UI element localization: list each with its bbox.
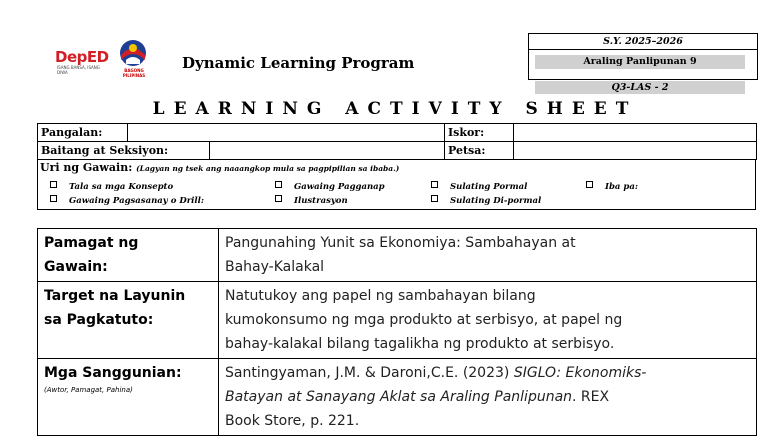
table-row: [38, 229, 757, 282]
pangalan-field[interactable]: [128, 124, 445, 142]
baitang-label: Baitang at Seksiyon:: [38, 142, 210, 160]
option-sulating-di-pormal[interactable]: Sulating Di-pormal: [431, 195, 541, 207]
petsa-label: Petsa:: [445, 142, 514, 160]
las-code: Q3-LAS - 2: [535, 81, 745, 94]
option-iba-pa[interactable]: Iba pa:: [586, 181, 638, 193]
sanggunian-value: Santingyaman, J.M. & Daroni,C.E. (2023) SIGLO: Ekonomiks- Batayan at Sanayang Aklat sa Araling Panlipunan. REX Book Store, p. 221.: [219, 359, 757, 436]
sanggunian-note: (Awtor, Pamagat, Pahina): [44, 386, 133, 394]
deped-tagline: ISANG BANSA, ISANG DIWA: [57, 65, 100, 75]
student-info-table: [37, 123, 757, 160]
option-sulating-pormal[interactable]: Sulating Pormal: [431, 181, 527, 193]
bagong-pilipinas-emblem-icon: [118, 38, 148, 68]
bagong-pilipinas-logo: [118, 38, 148, 78]
checkbox-icon[interactable]: [50, 181, 57, 188]
checkbox-icon[interactable]: [431, 181, 438, 188]
program-title: Dynamic Learning Program: [182, 54, 415, 72]
option-gawaing-pagsasanay[interactable]: Gawaing Pagsasanay o Drill:: [50, 195, 204, 207]
checkbox-icon[interactable]: [586, 181, 593, 188]
sanggunian-label: Mga Sanggunian: (Awtor, Pamagat, Pahina): [38, 359, 219, 436]
deped-logo-text: DepED: [55, 48, 109, 66]
bagong-pilipinas-caption: BAGONG PILIPINAS: [122, 68, 146, 78]
school-year: S.Y. 2025–2026: [528, 33, 758, 50]
iskor-field[interactable]: [514, 124, 757, 142]
uri-note: (Lagyan ng tsek ang naaangkop mula sa pagpipilian sa ibaba.): [136, 164, 400, 173]
table-row: [38, 359, 757, 436]
target-label: Target na Layunin sa Pagkatuto:: [38, 282, 219, 359]
option-gawaing-pagganap[interactable]: Gawaing Pagganap: [275, 181, 385, 193]
pamagat-value: Pangunahing Yunit sa Ekonomiya: Sambahayan at Bahay-Kalakal: [219, 229, 757, 282]
petsa-field[interactable]: [514, 142, 757, 160]
baitang-field[interactable]: [210, 142, 445, 160]
checkbox-icon[interactable]: [50, 195, 57, 202]
uri-ng-gawain-heading: [40, 160, 399, 177]
checkbox-icon[interactable]: [275, 181, 282, 188]
pangalan-label: Pangalan:: [38, 124, 128, 142]
uri-label: Uri ng Gawain:: [40, 161, 133, 174]
sheet-title: LEARNING ACTIVITY SHEET: [152, 99, 638, 119]
table-row: [38, 282, 757, 359]
option-tala[interactable]: Tala sa mga Konsepto: [50, 181, 173, 193]
option-ilustrasyon[interactable]: Ilustrasyon: [275, 195, 348, 207]
activity-details-table: [37, 228, 757, 436]
iskor-label: Iskor:: [445, 124, 514, 142]
checkbox-icon[interactable]: [431, 195, 438, 202]
target-value: Natutukoy ang papel ng sambahayan bilang kumokonsumo ng mga produkto at serbisyo, at papel ng bahay-kalakal bilang tagalikha ng produkto at serbisyo.: [219, 282, 757, 359]
subject-label: Araling Panlipunan 9: [535, 55, 745, 69]
pamagat-label: Pamagat ng Gawain:: [38, 229, 219, 282]
checkbox-icon[interactable]: [275, 195, 282, 202]
deped-logo: [55, 45, 109, 75]
